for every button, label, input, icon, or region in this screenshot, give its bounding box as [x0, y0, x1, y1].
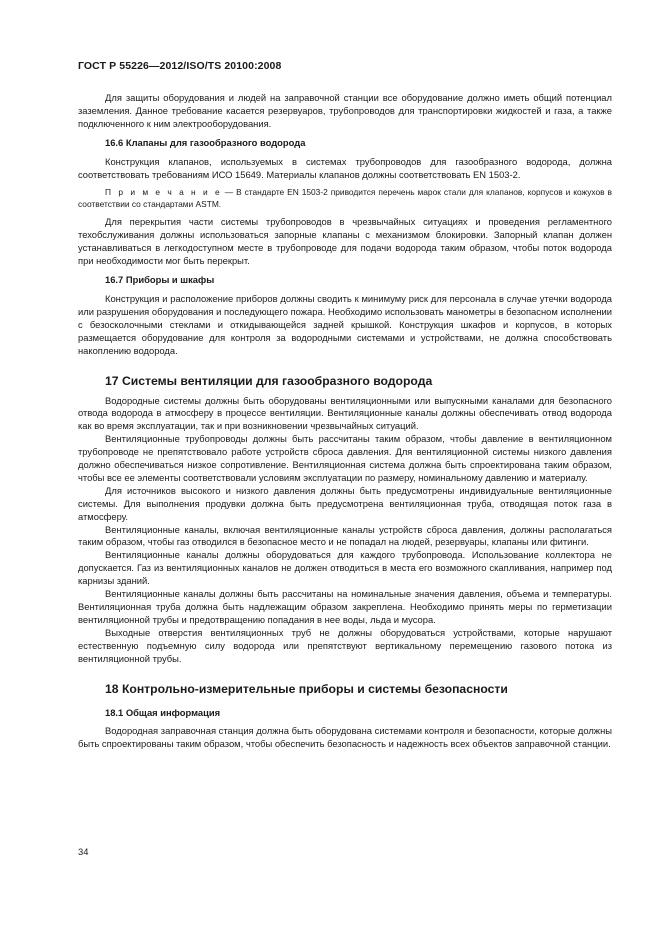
section-18-title: 18 Контрольно-измерительные приборы и системы безопасности — [105, 681, 508, 696]
paragraph-shutoff-valves: Для перекрытия части системы трубопроводов в чрезвычайных ситуациях и проведения регламентного техобслуживания должны использоваться запорные клапаны с механизмом блокировки. Запорный клапан должен устанавливаться в легкодоступном месте в трубопроводе для подачи водорода таким образом, чтобы поток водорода при необходимости мог быть перекрыт. — [78, 216, 612, 267]
paragraph-vent-1: Водородные системы должны быть оборудованы вентиляционными или выпускными каналами для безопасного отвода водорода в атмосферу в процессе вентиляции. Вентиляционные каналы должны обеспечивать отвод водорода как во время эксплуатации, так и при возникновении чрезвычайных ситуаций. — [78, 394, 612, 432]
paragraph-vent-2: Вентиляционные трубопроводы должны быть рассчитаны таким образом, чтобы давление в вентиляционном трубопроводе не препятствовало работе устройств сброса давления. Для вентиляционной системы низкого давления должно обеспечиваться низкое сопротивление. Вентиляционная система должна быть спроектирована таким образом, чтобы все ее элементы соответствовали условиям эксплуатации по размеру, номинальному давлению и материалу. — [78, 433, 612, 483]
section-17-title: 17 Системы вентиляции для газообразного водорода — [105, 373, 433, 388]
section-16-6-title: 16.6 Клапаны для газообразного водорода — [105, 136, 306, 148]
paragraph-control-systems: Водородная заправочная станция должна быть оборудована системами контроля и безопасности, которые должны быть спроектированы таким образом, чтобы обеспечить безопасность и надежность всех объектов заправочной станции. — [78, 725, 612, 750]
paragraph-grounding: Для защиты оборудования и людей на заправочной станции все оборудование должно иметь общий потенциал заземления. Данное требование касается резервуаров, трубопроводов для транспортировки жидкостей и газа, а также подключенного к ним электрооборудования. — [78, 92, 612, 129]
paragraph-vent-6: Вентиляционные каналы должны быть рассчитаны на номинальные значения давления, объема и температуры. Вентиляционная труба должна быть надлежащим образом закреплена. Необходимо принять меры по герметизации вентиляционной трубы и предотвращению попадания в нее воды, льда и мусора. — [78, 588, 612, 625]
paragraph-vent-4: Вентиляционные каналы, включая вентиляционные каналы устройств сброса давления, должны располагаться таким образом, чтобы газ отводился в безопасное место и не попадал на людей, резервуары, клапаны или фитинги. — [78, 523, 612, 548]
document-body — [78, 92, 612, 751]
note-label: П р и м е ч а н и е — [105, 187, 222, 198]
page-number: 34 — [78, 846, 89, 857]
standard-code-header: ГОСТ Р 55226—2012/ISO/TS 20100:2008 — [78, 60, 282, 72]
section-18-1-title: 18.1 Общая информация — [105, 706, 221, 718]
note-text: — В стандарте EN 1503-2 приводится перечень марок стали для клапанов, корпусов и кожухов в соответствии со стандартами ASTM. — [78, 187, 612, 209]
section-16-7-title: 16.7 Приборы и шкафы — [105, 274, 215, 286]
paragraph-valves-iso: Конструкция клапанов, используемых в системах трубопроводов для газообразного водорода, должна соответствовать требованиям ИСО 15649. Материалы клапанов должны соответствовать EN 1503-2. — [78, 155, 612, 180]
paragraph-vent-3: Для источников высокого и низкого давления должны быть предусмотрены индивидуальные вентиляционные системы. Для выполнения продувки должна быть предусмотрена вентиляционная труба, отводящая поток газа в атмосферу. — [78, 484, 612, 522]
paragraph-vent-5: Вентиляционные каналы должны оборудоваться для каждого трубопровода. Использование коллектора не допускается. Газ из вентиляционных каналов не должен отводиться в места его возможного скапливания, например под карнизы зданий. — [78, 549, 612, 587]
note-en-1503-2 — [78, 187, 612, 210]
paragraph-instruments: Конструкция и расположение приборов должны сводить к минимуму риск для персонала в случае утечки водорода или разрушения оборудования и последующего пожара. Необходимо использовать манометры в безопасном исполнении с безосколочными стеклами и откидывающейся задней крышкой. Конструкция шкафов и корпусов, в которых размещается оборудование для контроля за водородными системами и устройствами, не должна способствовать накоплению водорода. — [78, 292, 612, 356]
paragraph-vent-7: Выходные отверстия вентиляционных труб не должны оборудоваться устройствами, которые нарушают естественную подъемную силу водорода или препятствуют вертикальному перемещению газового потока из вентиляционной трубы. — [78, 626, 612, 664]
